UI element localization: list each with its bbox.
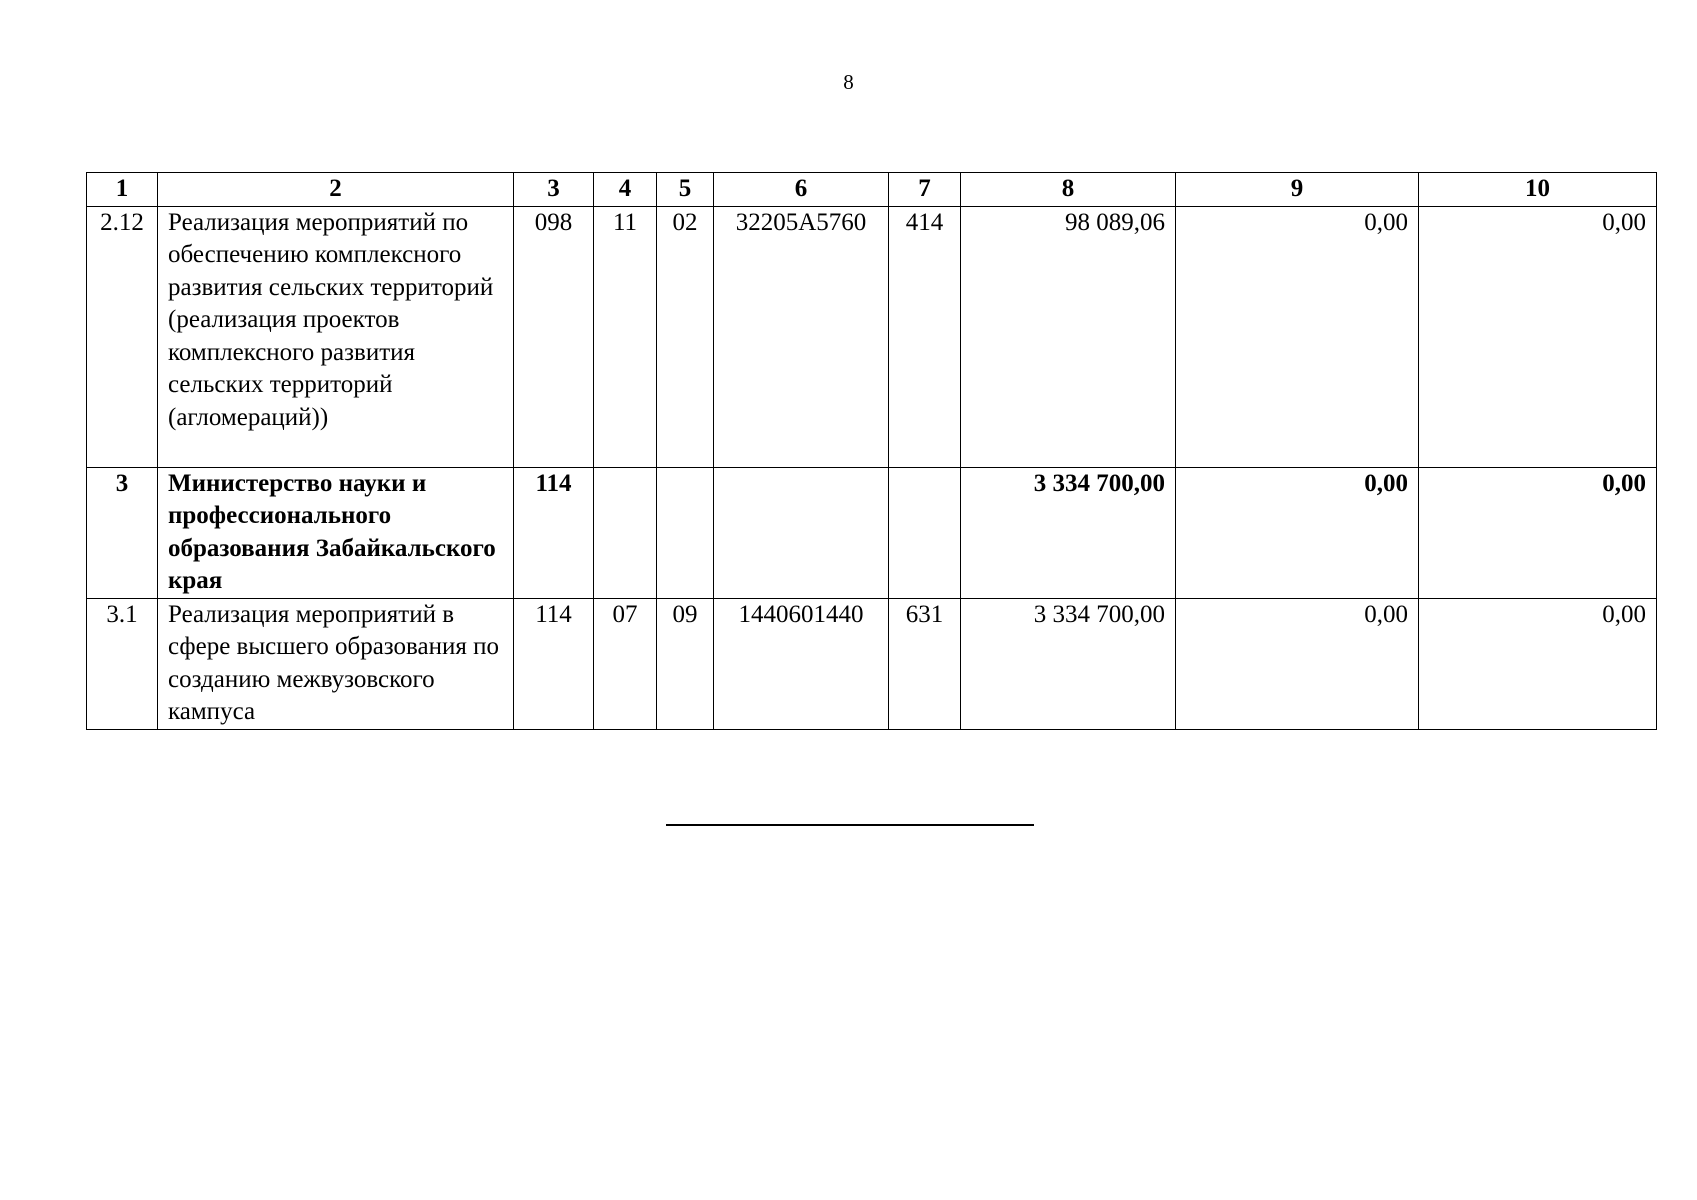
header-col-3: 3 bbox=[514, 173, 594, 207]
col-3-cell: 098 bbox=[514, 206, 594, 467]
col-4-cell bbox=[594, 467, 657, 598]
col-4-cell: 07 bbox=[594, 598, 657, 729]
col-9-cell: 0,00 bbox=[1176, 467, 1419, 598]
row-name-cell: Реализация мероприятий в сфере высшего образования по созданию межвузовского кампуса bbox=[158, 598, 514, 729]
page-number: 8 bbox=[843, 70, 854, 94]
header-col-9: 9 bbox=[1176, 173, 1419, 207]
col-3-cell: 114 bbox=[514, 598, 594, 729]
col-8-cell: 3 334 700,00 bbox=[961, 598, 1176, 729]
col-7-cell: 414 bbox=[889, 206, 961, 467]
header-col-1: 1 bbox=[87, 173, 158, 207]
col-6-cell: 32205A5760 bbox=[714, 206, 889, 467]
table-row bbox=[87, 598, 1657, 729]
col-7-cell bbox=[889, 467, 961, 598]
col-5-cell bbox=[657, 467, 714, 598]
row-number-cell: 3.1 bbox=[87, 598, 158, 729]
col-5-cell: 09 bbox=[657, 598, 714, 729]
col-9-cell: 0,00 bbox=[1176, 206, 1419, 467]
table-body bbox=[87, 206, 1657, 729]
header-col-5: 5 bbox=[657, 173, 714, 207]
col-8-cell: 98 089,06 bbox=[961, 206, 1176, 467]
table-header bbox=[87, 173, 1657, 207]
header-col-4: 4 bbox=[594, 173, 657, 207]
col-3-cell: 114 bbox=[514, 467, 594, 598]
header-col-10: 10 bbox=[1419, 173, 1657, 207]
col-8-cell: 3 334 700,00 bbox=[961, 467, 1176, 598]
table-row bbox=[87, 206, 1657, 467]
col-7-cell: 631 bbox=[889, 598, 961, 729]
header-row bbox=[87, 173, 1657, 207]
budget-table bbox=[86, 172, 1657, 730]
header-col-8: 8 bbox=[961, 173, 1176, 207]
col-6-cell bbox=[714, 467, 889, 598]
row-number-cell: 3 bbox=[87, 467, 158, 598]
header-col-6: 6 bbox=[714, 173, 889, 207]
col-6-cell: 1440601440 bbox=[714, 598, 889, 729]
col-10-cell: 0,00 bbox=[1419, 467, 1657, 598]
col-10-cell: 0,00 bbox=[1419, 598, 1657, 729]
col-10-cell: 0,00 bbox=[1419, 206, 1657, 467]
col-4-cell: 11 bbox=[594, 206, 657, 467]
row-number-cell: 2.12 bbox=[87, 206, 158, 467]
end-of-document-rule bbox=[666, 824, 1034, 826]
row-name-cell: Министерство науки и профессионального образования Забайкальского края bbox=[158, 467, 514, 598]
header-col-2: 2 bbox=[158, 173, 514, 207]
header-col-7: 7 bbox=[889, 173, 961, 207]
table-row-section bbox=[87, 467, 1657, 598]
col-5-cell: 02 bbox=[657, 206, 714, 467]
col-9-cell: 0,00 bbox=[1176, 598, 1419, 729]
row-name-cell: Реализация мероприятий по обеспечению комплексного развития сельских территорий (реализация проектов комплексного развития сельских территорий (агломераций)) bbox=[158, 206, 514, 467]
